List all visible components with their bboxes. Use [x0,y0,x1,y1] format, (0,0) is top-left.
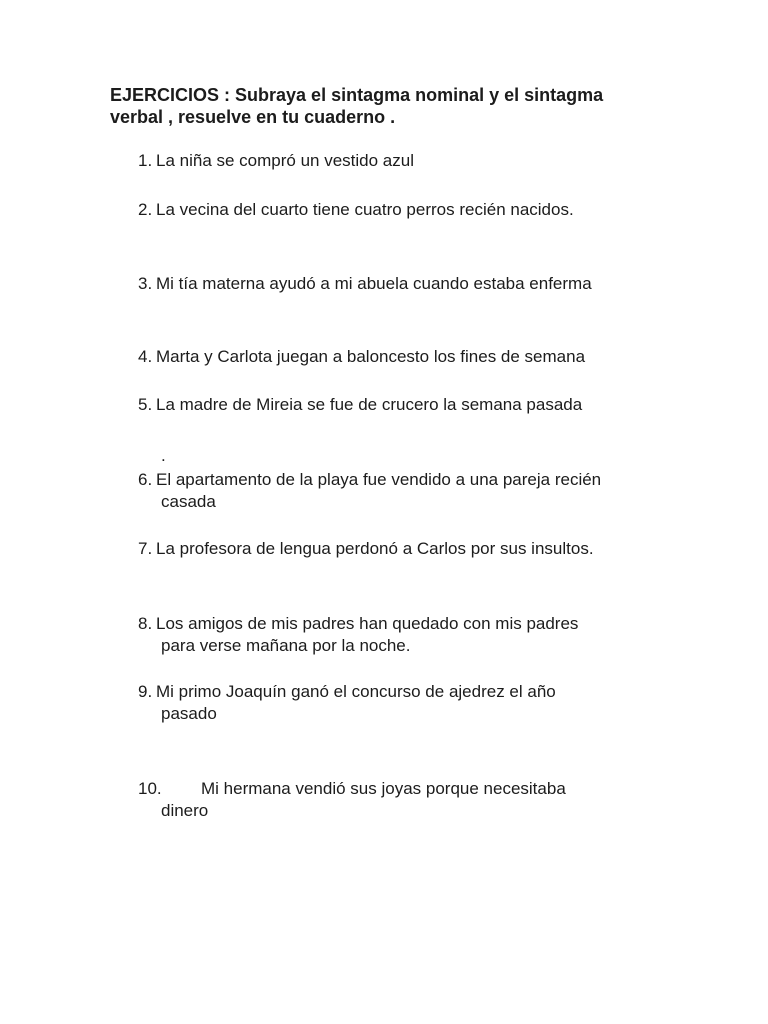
exercise-heading-line-1: EJERCICIOS : Subraya el sintagma nominal y el sintagma [110,85,604,105]
item-number: 9. [138,682,153,701]
exercise-item-7 [138,538,678,560]
item-text: El apartamento de la playa fue vendido a una pareja recién [156,470,602,489]
item-text: La madre de Mireia se fue de crucero la semana pasada [156,395,583,414]
item-text-continuation: pasado [161,704,217,723]
item-number: 10. [138,779,162,798]
item-text: Mi hermana vendió sus joyas porque necesitaba [201,779,566,798]
exercise-item-2 [138,199,678,221]
exercise-heading-line-2: verbal , resuelve en tu cuaderno . [110,107,396,127]
item-number: 5. [138,395,153,414]
item-text: La niña se compró un vestido azul [156,151,414,170]
item-number: 6. [138,470,153,489]
exercise-item-8 [138,613,678,657]
item-number: 3. [138,274,153,293]
item-text-continuation: casada [161,492,216,511]
item-text-continuation: para verse mañana por la noche. [161,636,411,655]
exercise-item-9 [138,681,678,725]
exercise-item-5 [138,394,678,416]
exercise-item-1 [138,150,678,172]
item-text: Mi tía materna ayudó a mi abuela cuando estaba enferma [156,274,592,293]
item-text: La vecina del cuarto tiene cuatro perros recién nacidos. [156,200,574,219]
item-number: 8. [138,614,153,633]
item-number: 2. [138,200,153,219]
exercise-item-10 [138,778,678,822]
exercise-item-6 [138,469,678,513]
exercise-heading [110,84,650,128]
item-number: 1. [138,151,153,170]
item-text: Los amigos de mis padres han quedado con mis padres [156,614,579,633]
item-number: 7. [138,539,153,558]
item-number: 4. [138,347,153,366]
item-text: Mi primo Joaquín ganó el concurso de ajedrez el año [156,682,556,701]
item-text-continuation: dinero [161,801,209,820]
item-text: La profesora de lengua perdonó a Carlos por sus insultos. [156,539,594,558]
exercise-item-4 [138,346,678,368]
exercise-item-3 [138,273,678,295]
stray-period: . [161,446,166,465]
item-text: Marta y Carlota juegan a baloncesto los fines de semana [156,347,586,366]
